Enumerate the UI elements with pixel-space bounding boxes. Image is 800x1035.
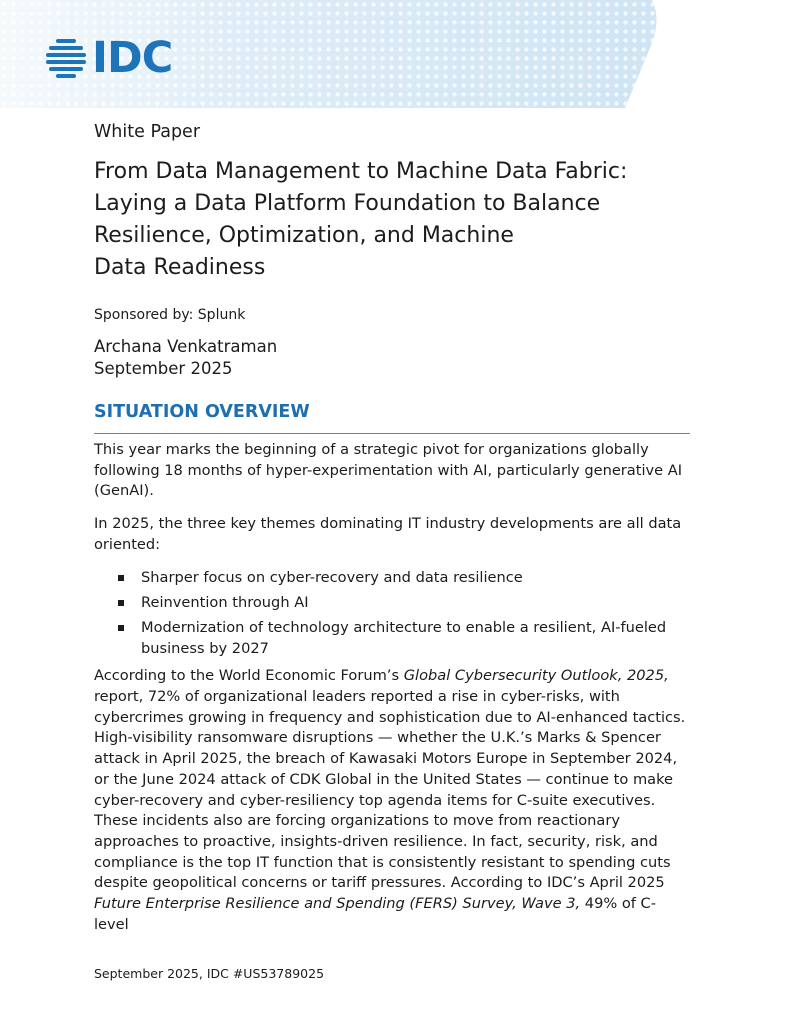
- publication-date: September 2025: [94, 359, 233, 378]
- title-line: Resilience, Optimization, and Machine: [94, 223, 514, 248]
- sponsor-line: Sponsored by: Splunk: [94, 307, 246, 323]
- section-heading: SITUATION OVERVIEW: [94, 399, 690, 434]
- themes-list: [94, 568, 690, 660]
- title-line: From Data Management to Machine Data Fabric:: [94, 159, 628, 184]
- logo-wordmark: IDC: [92, 33, 173, 83]
- bullet-square-icon: [118, 600, 124, 606]
- page-footer: September 2025, IDC #US53789025: [94, 966, 325, 981]
- title-line: Laying a Data Platform Foundation to Balance: [94, 191, 601, 216]
- idc-logo: [44, 33, 173, 83]
- survey-title-citation: Future Enterprise Resilience and Spending (FERS) Survey, Wave 3,: [94, 895, 581, 913]
- paragraph-text: According to the World Economic Forum’s: [94, 667, 404, 685]
- document-body: [94, 118, 690, 947]
- list-item-text: Sharper focus on cyber-recovery and data resilience: [141, 568, 523, 586]
- document-title: [94, 156, 690, 284]
- title-line: Data Readiness: [94, 255, 266, 280]
- author-name: Archana Venkatraman: [94, 337, 278, 356]
- report-title-citation: Global Cybersecurity Outlook, 2025,: [403, 667, 669, 685]
- paragraph-text: 49% of C-level: [94, 895, 657, 933]
- globe-logo-icon: [44, 36, 88, 80]
- document-type: White Paper: [94, 122, 201, 142]
- bullet-square-icon: [118, 575, 124, 581]
- list-item-text: Reinvention through AI: [141, 593, 309, 611]
- list-item: [118, 568, 690, 589]
- list-item-text: Modernization of technology architecture to enable a resilient, AI-fueled business by 2027: [141, 618, 667, 657]
- paragraph-intro: This year marks the beginning of a strategic pivot for organizations globally following 18 months of hyper-experimentation with AI, particularly generative AI (GenAI).: [94, 441, 683, 500]
- list-item: [118, 618, 690, 659]
- paragraph-themes: In 2025, the three key themes dominating IT industry developments are all data oriented:: [94, 515, 682, 553]
- paragraph-text: report, 72% of organizational leaders reported a rise in cyber-risks, with cybercrimes growing in frequency and sophistication due to AI-enhanced tactics. High-visibility ransomware disruptions — whether the U.K.’s Marks & Spencer attack in April 2025, the breach of Kawasaki Motors Europe in September 2024, or the June 2024 attack of CDK Global in the United States — continue to make cyber-recovery and cyber-resiliency top agenda items for C-suite executives. These incidents also are forcing organizations to move from reactionary approaches to proactive, insights-driven resilience. In fact, security, risk, and compliance is the top IT function that is consistently resistant to spending cuts despite geopolitical concerns or tariff pressures. According to IDC’s April 2025: [94, 688, 686, 892]
- bullet-square-icon: [118, 625, 124, 631]
- paragraph-cyber-risk: [94, 666, 690, 935]
- list-item: [118, 593, 690, 614]
